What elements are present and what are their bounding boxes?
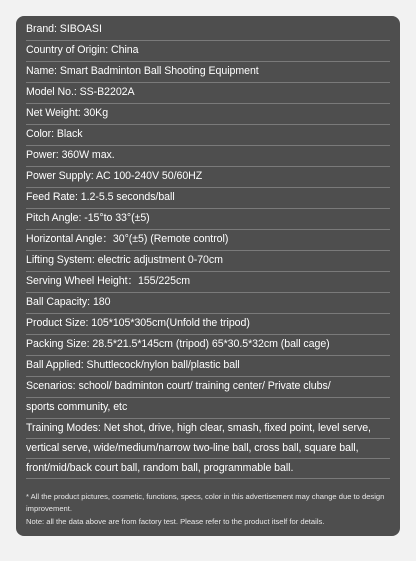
spec-row-training-modes-cont-1: vertical serve, wide/medium/narrow two-line ball, cross ball, square ball, <box>26 439 390 459</box>
spec-row-feed-rate: Feed Rate: 1.2-5.5 seconds/ball <box>26 188 390 209</box>
spec-row-name: Name: Smart Badminton Ball Shooting Equipment <box>26 62 390 83</box>
spec-list <box>26 20 390 479</box>
spec-row-model: Model No.: SS-B2202A <box>26 83 390 104</box>
spec-row-training-modes-cont-2: front/mid/back court ball, random ball, programmable ball. <box>26 459 390 479</box>
spec-row-color: Color: Black <box>26 125 390 146</box>
disclaimer-notes <box>26 491 390 528</box>
spec-row-power-supply: Power Supply: AC 100-240V 50/60HZ <box>26 167 390 188</box>
spec-row-training-modes: Training Modes: Net shot, drive, high clear, smash, fixed point, level serve, <box>26 419 390 439</box>
spec-row-product-size: Product Size: 105*105*305cm(Unfold the tripod) <box>26 314 390 335</box>
spec-row-origin: Country of Origin: China <box>26 41 390 62</box>
spec-row-ball-capacity: Ball Capacity: 180 <box>26 293 390 314</box>
spec-row-pitch-angle: Pitch Angle: -15°to 33°(±5) <box>26 209 390 230</box>
spec-row-scenarios: Scenarios: school/ badminton court/ training center/ Private clubs/ <box>26 377 390 398</box>
disclaimer-text: * All the product pictures, cosmetic, functions, specs, color in this advertisement may change due to design improvement. <box>26 492 385 513</box>
spec-row-packing-size: Packing Size: 28.5*21.5*145cm (tripod) 65*30.5*32cm (ball cage) <box>26 335 390 356</box>
spec-row-power: Power: 360W max. <box>26 146 390 167</box>
spec-row-horizontal-angle: Horizontal Angle：30°(±5) (Remote control) <box>26 230 390 251</box>
factory-test-note: Note: all the data above are from factory test. Please refer to the product itself for details. <box>26 517 325 526</box>
spec-row-wheel-height: Serving Wheel Height：155/225cm <box>26 272 390 293</box>
spec-row-ball-applied: Ball Applied: Shuttlecock/nylon ball/plastic ball <box>26 356 390 377</box>
spec-row-brand: Brand: SIBOASI <box>26 20 390 41</box>
spec-row-lifting-system: Lifting System: electric adjustment 0-70cm <box>26 251 390 272</box>
spec-row-weight: Net Weight: 30Kg <box>26 104 390 125</box>
spec-row-scenarios-cont: sports community, etc <box>26 398 390 419</box>
spec-card <box>16 16 400 536</box>
